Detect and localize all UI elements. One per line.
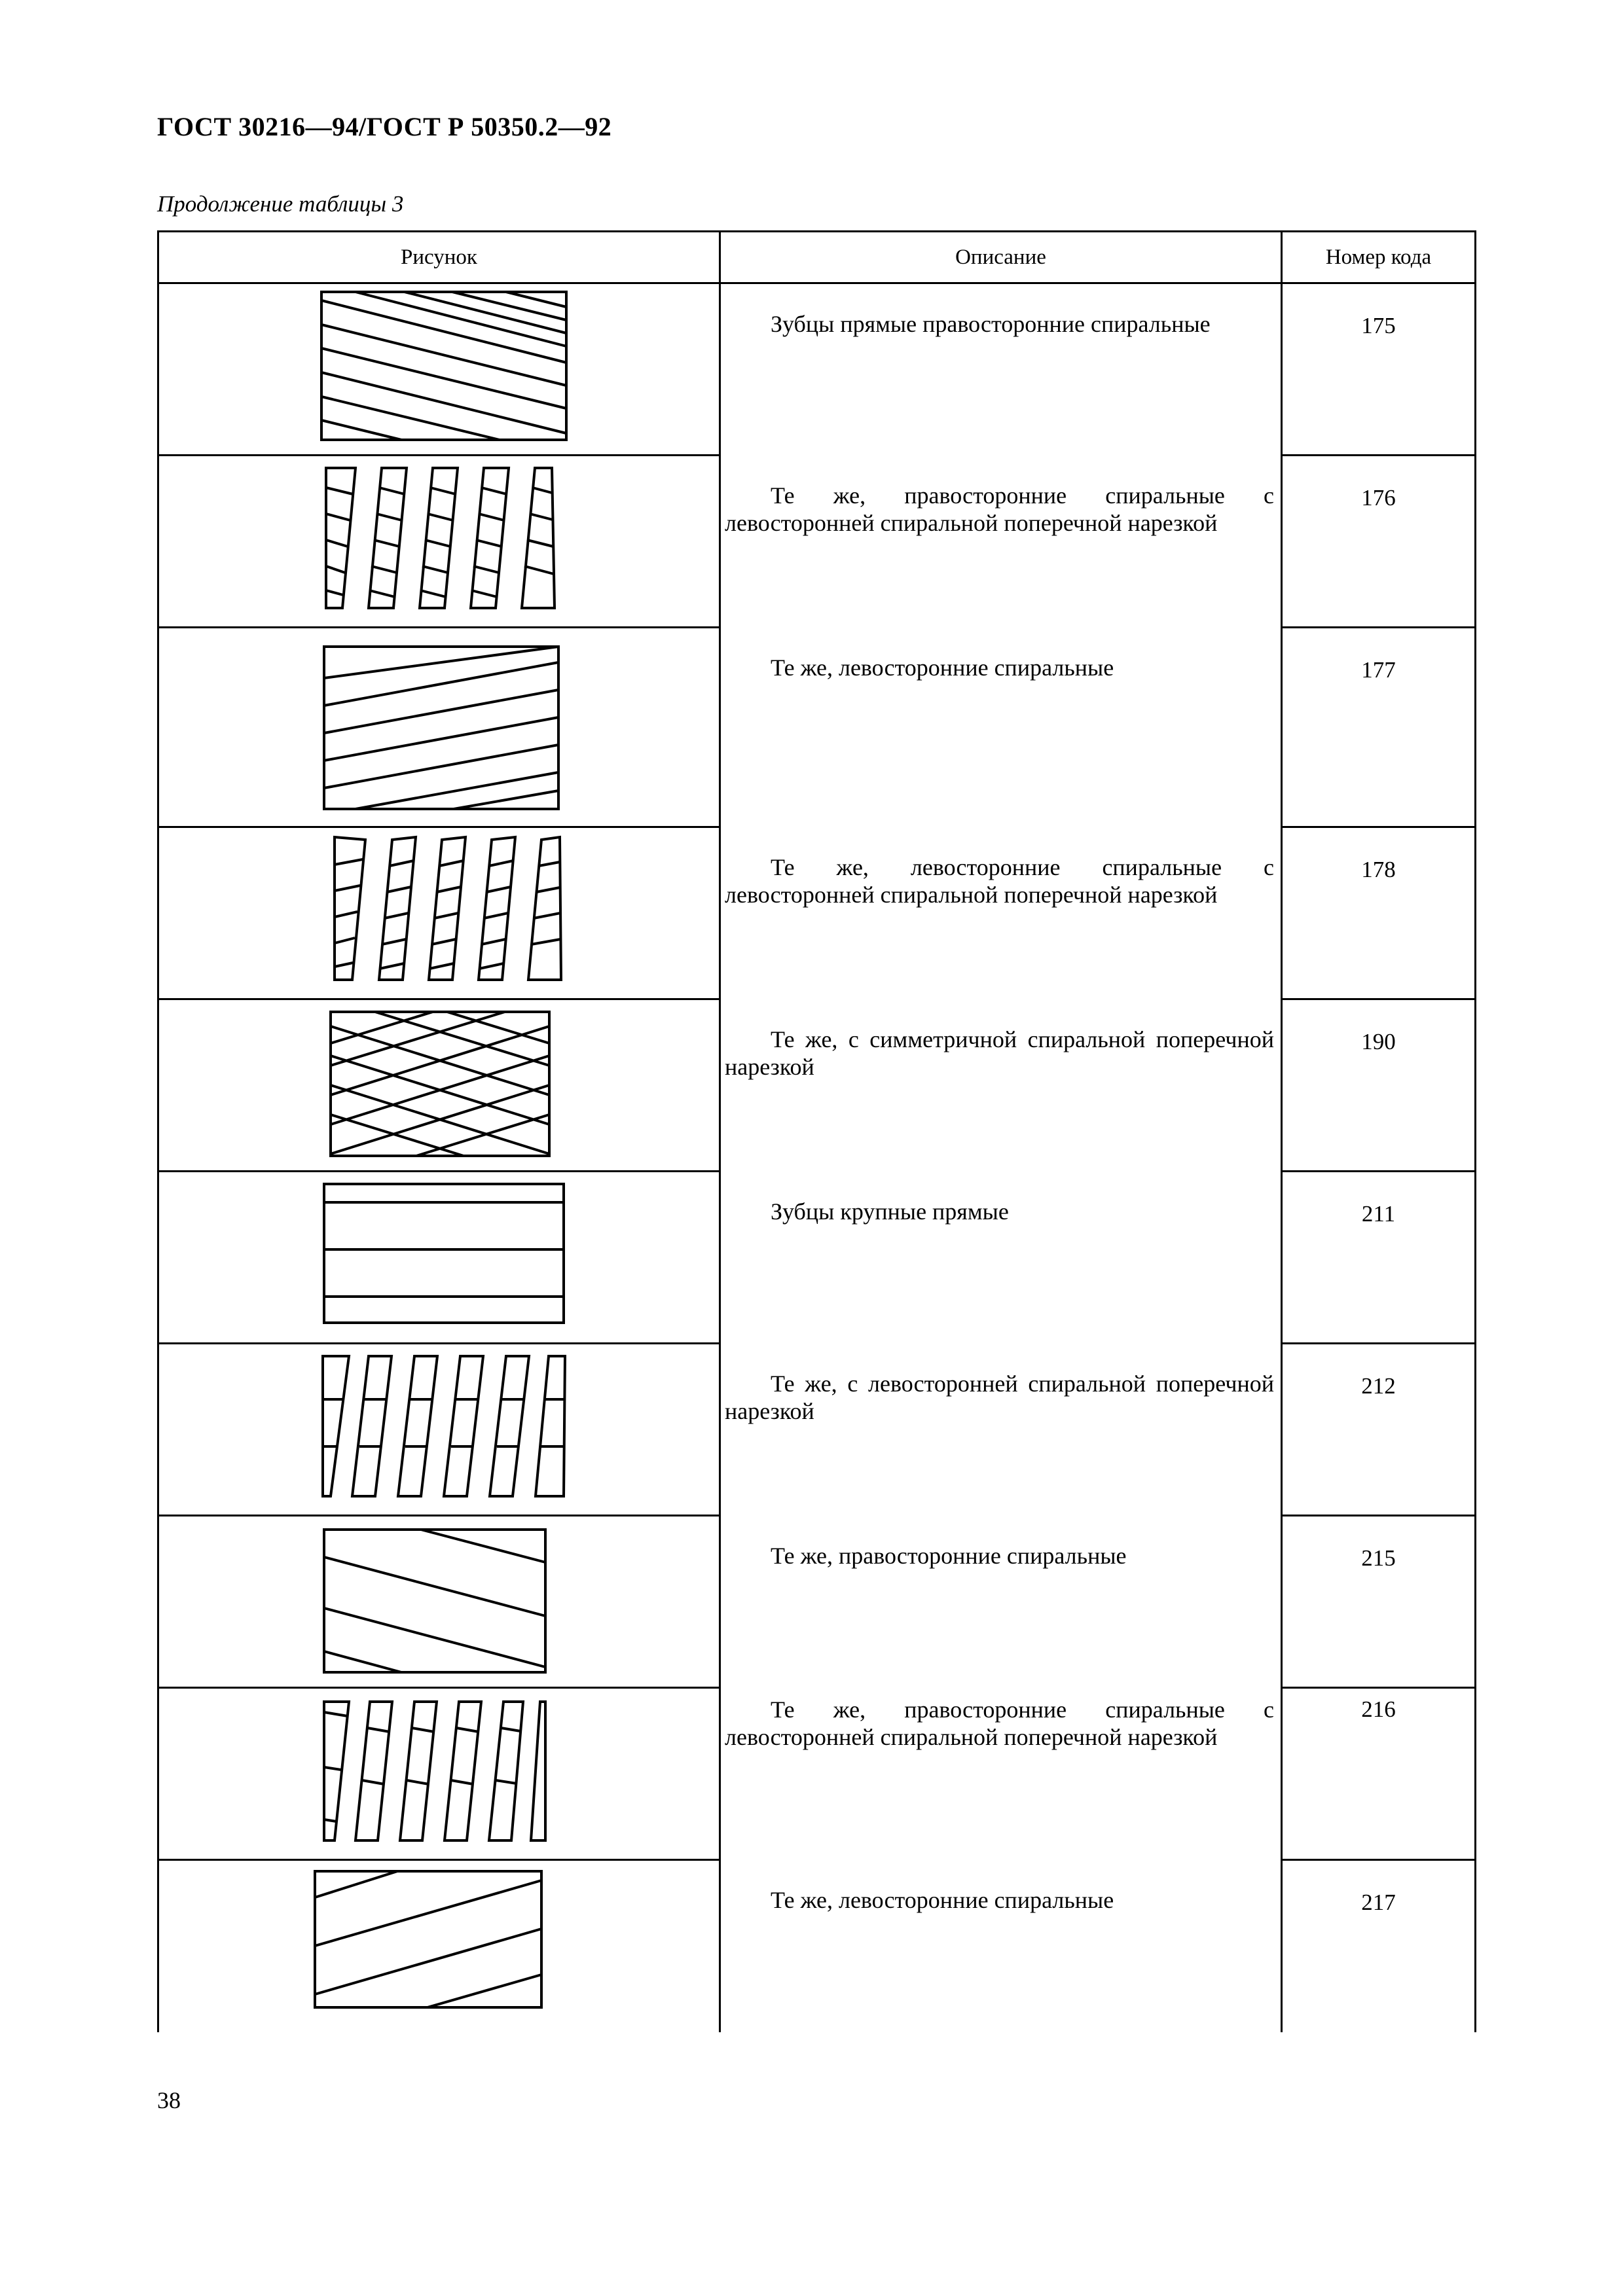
code-cell xyxy=(1282,456,1476,628)
fine-left-spiral-left-crosscut-figure xyxy=(159,828,721,998)
table-caption: Продолжение таблицы 3 xyxy=(157,191,404,217)
table-row xyxy=(158,1688,1476,1860)
column-header-description: Описание xyxy=(720,232,1282,283)
column-header-figure: Рисунок xyxy=(158,232,720,283)
table-row xyxy=(158,1172,1476,1344)
figure-cell xyxy=(158,628,720,827)
coarse-left-crosscut-figure xyxy=(159,1344,721,1515)
code-value: 211 xyxy=(1361,1201,1396,1227)
figure-cell xyxy=(158,1688,720,1860)
code-value: 175 xyxy=(1361,313,1396,338)
description-text: Те же, с левосторонней спиральной поперечной нарезкой xyxy=(725,1370,1274,1424)
description-text: Те же, правосторонние спиральные xyxy=(771,1542,1127,1569)
description-text: Зубцы прямые правосторонние спиральные xyxy=(771,311,1211,337)
description-text: Те же, правосторонние спиральные с левосторонней спиральной поперечной нарезкой xyxy=(725,1696,1274,1750)
code-cell xyxy=(1282,1172,1476,1344)
figure-cell xyxy=(158,1516,720,1688)
coarse-right-spiral-left-crosscut-figure xyxy=(159,1689,721,1859)
table-row xyxy=(158,1344,1476,1516)
code-value: 217 xyxy=(1361,1890,1396,1915)
symmetric-cross-spiral-figure xyxy=(159,1000,721,1170)
table-row xyxy=(158,999,1476,1172)
description-cell xyxy=(720,999,1282,1172)
code-table xyxy=(157,230,1476,2032)
description-text: Те же, правосторонние спиральные с левосторонней спиральной поперечной нарезкой xyxy=(725,482,1274,536)
description-cell xyxy=(720,628,1282,827)
code-value: 212 xyxy=(1361,1373,1396,1399)
column-header-code: Номер кода xyxy=(1282,232,1476,283)
page-number: 38 xyxy=(157,2087,181,2113)
description-cell xyxy=(720,1516,1282,1688)
code-cell xyxy=(1282,1516,1476,1688)
code-cell xyxy=(1282,1860,1476,2033)
description-cell xyxy=(720,1172,1282,1344)
description-text: Зубцы крупные прямые xyxy=(771,1198,1009,1225)
figure-cell xyxy=(158,827,720,999)
code-cell xyxy=(1282,1688,1476,1860)
table-row xyxy=(158,827,1476,999)
description-text: Те же, левосторонние спиральные с левосторонней спиральной поперечной нарезкой xyxy=(725,853,1274,908)
coarse-right-spiral-figure xyxy=(159,1516,721,1687)
code-value: 178 xyxy=(1361,857,1396,882)
table-row xyxy=(158,1860,1476,2033)
description-text: Те же, левосторонние спиральные xyxy=(771,1886,1114,1913)
coarse-straight-figure xyxy=(159,1172,721,1342)
figure-cell xyxy=(158,1860,720,2033)
code-table-container xyxy=(157,230,1476,2032)
code-value: 177 xyxy=(1361,657,1396,683)
code-value: 216 xyxy=(1361,1696,1396,1722)
description-cell xyxy=(720,283,1282,456)
description-text: Те же, с симметричной спиральной поперечной нарезкой xyxy=(725,1026,1274,1080)
description-cell xyxy=(720,1344,1282,1516)
table-header-row xyxy=(158,232,1476,283)
description-text: Те же, левосторонние спиральные xyxy=(771,654,1114,681)
fine-right-spiral-left-crosscut-figure xyxy=(159,456,721,626)
figure-cell xyxy=(158,283,720,456)
code-cell xyxy=(1282,1344,1476,1516)
code-cell xyxy=(1282,999,1476,1172)
code-value: 190 xyxy=(1361,1029,1396,1054)
description-cell xyxy=(720,1860,1282,2033)
figure-cell xyxy=(158,456,720,628)
table-row xyxy=(158,628,1476,827)
code-cell xyxy=(1282,628,1476,827)
table-row xyxy=(158,283,1476,456)
fine-left-spiral-figure xyxy=(159,628,721,826)
description-cell xyxy=(720,827,1282,999)
figure-cell xyxy=(158,1172,720,1344)
description-cell xyxy=(720,456,1282,628)
code-value: 215 xyxy=(1361,1545,1396,1571)
description-cell xyxy=(720,1688,1282,1860)
code-value: 176 xyxy=(1361,485,1396,511)
figure-cell xyxy=(158,1344,720,1516)
code-cell xyxy=(1282,283,1476,456)
figure-cell xyxy=(158,999,720,1172)
document-header: ГОСТ 30216—94/ГОСТ Р 50350.2—92 xyxy=(157,112,612,141)
table-row xyxy=(158,456,1476,628)
code-cell xyxy=(1282,827,1476,999)
fine-right-spiral-figure xyxy=(159,284,721,454)
table-row xyxy=(158,1516,1476,1688)
coarse-left-spiral-figure xyxy=(159,1861,721,2032)
